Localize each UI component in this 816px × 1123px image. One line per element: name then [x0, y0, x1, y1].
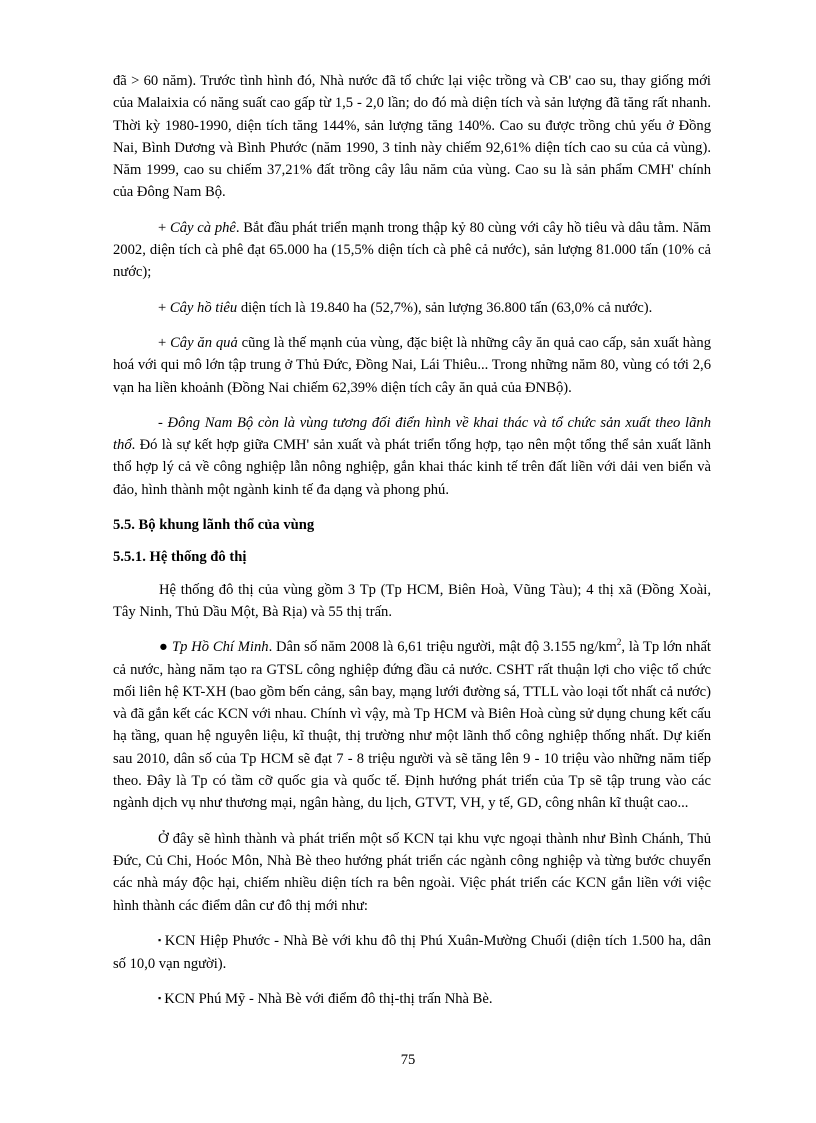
list-item-phu-my — [113, 988, 711, 1011]
plus-marker: + — [158, 299, 170, 316]
superscript: 2 — [616, 637, 622, 648]
page-number: 75 — [400, 1052, 416, 1068]
page-body — [113, 70, 711, 1012]
hiep-phuoc-text: KCN Hiệp Phước - Nhà Bè với khu đô thị Phú Xuân-Mường Chuối (diện tích 1.500 ha, dân số 10,0 vạn người). — [113, 932, 711, 973]
pepper-text: diện tích là 19.840 ha (52,7%), sản lượng 36.800 tấn (63,0% cả nước). — [237, 299, 653, 316]
section-heading: 5.5. Bộ khung lãnh thổ của vùng — [113, 517, 315, 534]
plus-marker: + — [158, 334, 171, 351]
paragraph-rubber: đã > 60 năm). Trước tình hình đó, Nhà nước đã tổ chức lại việc trồng và CB' cao su, thay giống mới của Malaixia có năng suất cao gấp từ 1,5 - 2,0 lần; do đó mà diện tích và sản lượng đã tăng rất nhanh. Thời kỳ 1980-1990, diện tích tăng 144%, sản lượng tăng 140%. Cao su được trồng chủ yếu ở Đồng Nai, Bình Dương và Bình Phước (năm 1990, 3 tỉnh này chiếm 92,61% diện tích cao su của cả vùng). Năm 1999, cao su chiếm 37,21% đất trồng cây lâu năm của vùng. Cao su là sản phẩm CMH' chính của Đông Nam Bộ. — [113, 73, 711, 201]
paragraph-pepper — [113, 297, 711, 319]
city-label-hcmc: Tp Hồ Chí Minh — [171, 639, 269, 656]
territorial-org-text: . Đó là sự kết hợp giữa CMH' sản xuất và phát triển tổng hợp, tạo nên một tổng thể sản xuất lãnh thổ hợp lý cả về công nghiệp lẫn nông nghiệp, gắn khai thác kinh tế trên đất liền với dải ven biển và đảo, hình thành một ngành kinh tế đa dạng và phong phú. — [113, 437, 711, 498]
plus-marker: + — [158, 219, 170, 236]
square-bullet-icon: ▪ — [158, 934, 162, 945]
paragraph-territorial-org — [113, 412, 711, 501]
territorial-org-emphasis: - Đông Nam Bộ còn là vùng tương đối điển hình về khai thác và tổ chức sản xuất theo lãnh thổ — [113, 414, 711, 454]
square-bullet-icon: ▪ — [158, 993, 162, 1004]
paragraph-industrial-zones: Ở đây sẽ hình thành và phát triển một số KCN tại khu vực ngoại thành như Bình Chánh, Thủ Đức, Củ Chi, Hoóc Môn, Nhà Bè theo hướng phát triển các ngành công nghiệp và từng bước chuyển các nhà máy độc hại, chiếm nhiều diện tích ra bên ngoài. Việc phát triển các KCN gắn liền với việc hình thành các điểm dân cư đô thị mới như: — [113, 830, 711, 914]
bullet-dot-icon: ● — [159, 639, 168, 656]
paragraph-urban-system: Hệ thống đô thị của vùng gồm 3 Tp (Tp HCM, Biên Hoà, Vũng Tàu); 4 thị xã (Đồng Xoài, Tây Ninh, Thủ Dầu Một, Bà Rịa) và 55 thị trấn. — [113, 581, 711, 620]
phu-my-text: KCN Phú Mỹ - Nhà Bè với điểm đô thị-thị trấn Nhà Bè. — [164, 991, 493, 1008]
paragraph-fruit — [113, 332, 711, 399]
crop-label-coffee: Cây cà phê — [170, 219, 236, 236]
list-item-hiep-phuoc — [113, 930, 711, 976]
fruit-text: cũng là thế mạnh của vùng, đặc biệt là những cây ăn quả cao cấp, sản xuất hàng hoá với qui mô lớn tập trung ở Thủ Đức, Đồng Nai, Lái Thiêu... Trong những năm 80, vùng có tới 2,6 vạn ha liền khoảnh (Đồng Nai chiếm 62,39% diện tích cây ăn quả của ĐNBộ). — [113, 334, 711, 396]
hcmc-text-a: . Dân số năm 2008 là 6,61 triệu người, mật độ 3.155 ng/km — [268, 639, 617, 656]
paragraph-coffee — [113, 217, 711, 284]
coffee-text: . Bắt đầu phát triển mạnh trong thập kỷ 80 cùng với cây hồ tiêu và dâu tằm. Năm 2002, diện tích cà phê đạt 65.000 ha (15,5% diện tích cà phê cả nước), sản lượng 81.000 tấn (10% cả nước); — [113, 219, 711, 281]
paragraph-hcmc — [113, 636, 711, 814]
subsection-heading: 5.5.1. Hệ thống đô thị — [113, 549, 247, 566]
crop-label-fruit: Cây ăn quả — [170, 334, 238, 351]
hcmc-text-b: , là Tp lớn nhất cả nước, hàng năm tạo ra GTSL công nghiệp đứng đầu cả nước. CSHT rất thuận lợi cho việc tổ chức mối liên hệ KT-XH (bao gồm bến cảng, sân bay, mạng lưới đường sá, TTLL vào loại tốt nhất cả nước) và đã gắn kết các KCN với nhau. Chính vì vậy, mà Tp HCM và Biên Hoà cùng sử dụng chung kết cấu hạ tầng, quan hệ nguyên liệu, kĩ thuật, thị trường như một lãnh thổ công nghiệp thống nhất. Dự kiến sau 2010, dân số của Tp HCM sẽ đạt 7 - 8 triệu người và sẽ tăng lên 9 - 10 triệu vào những năm tiếp theo. Đây là Tp có tầm cỡ quốc gia và quốc tế. Định hướng phát triển của Tp sẽ tập trung vào các ngành dịch vụ như thương mại, ngân hàng, du lịch, GTVT, VH, y tế, GD, công nhân kĩ thuật cao... — [113, 639, 711, 812]
crop-label-pepper: Cây hồ tiêu — [169, 299, 238, 316]
